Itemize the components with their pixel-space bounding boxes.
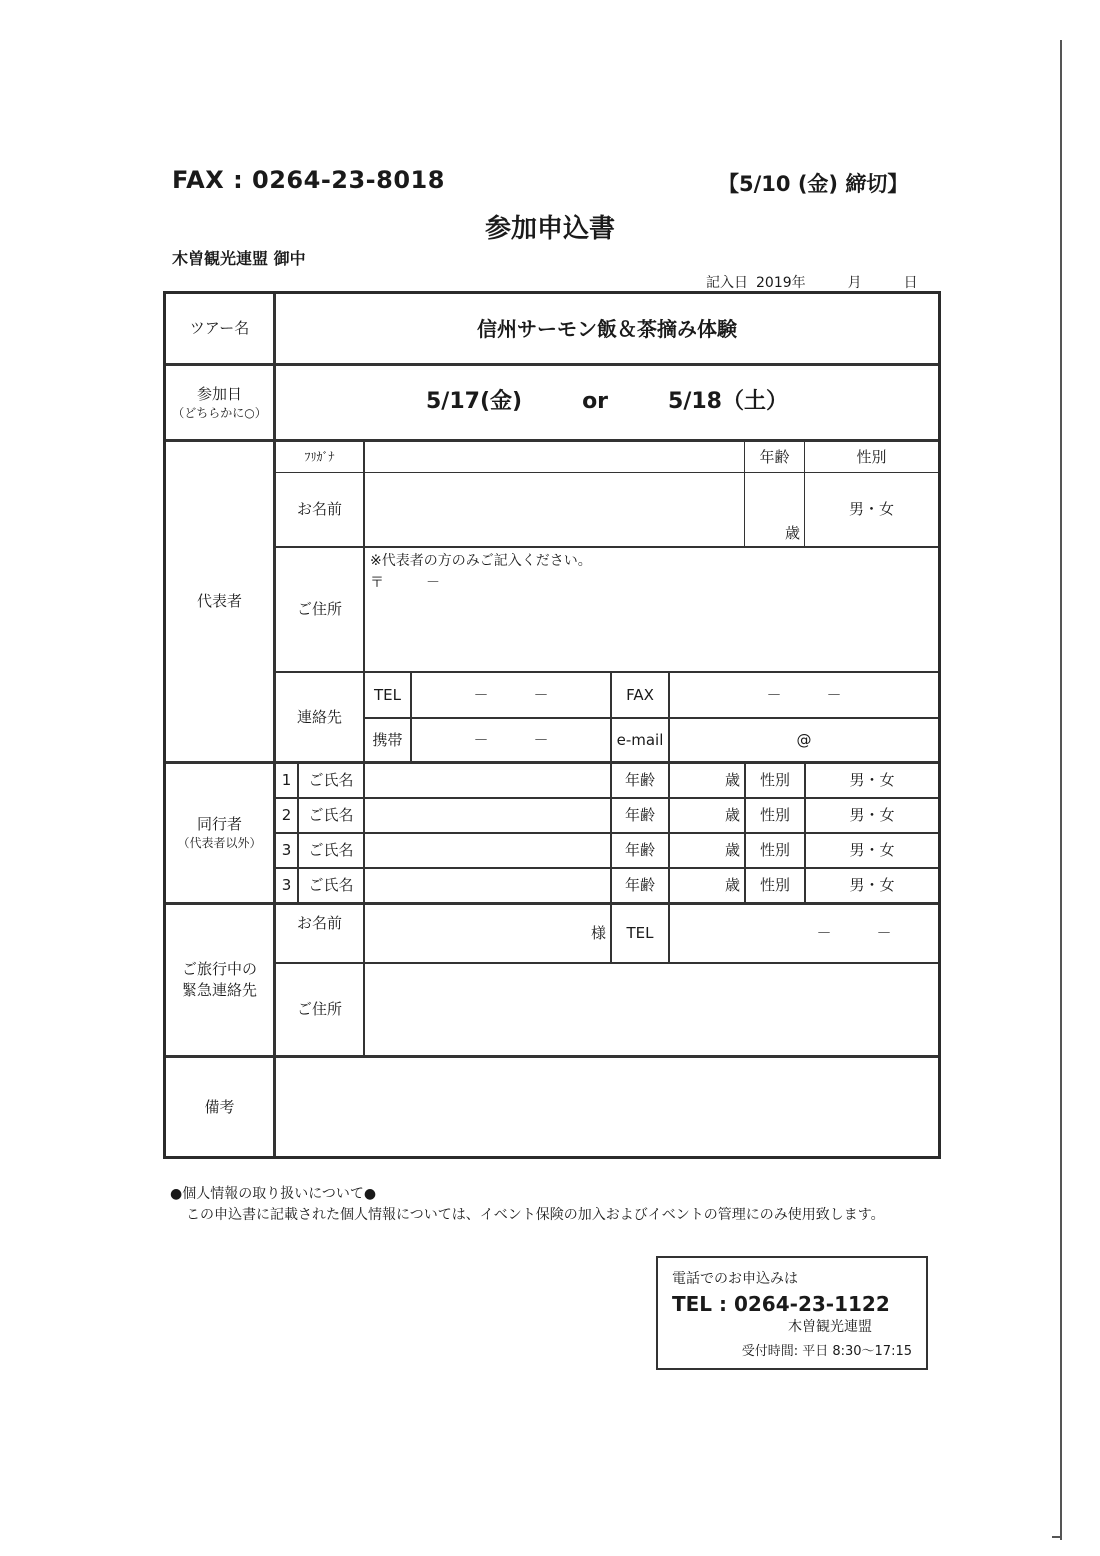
name-label: お名前	[296, 500, 342, 518]
companion-age-field[interactable]: 歳	[724, 771, 740, 789]
companion-gender-label: 性別	[759, 806, 790, 824]
date-option-2[interactable]: 5/18（土）	[668, 389, 788, 415]
date-label: 参加日	[196, 384, 242, 403]
companion-age-field[interactable]: 歳	[724, 806, 740, 824]
companion-name-field[interactable]	[365, 764, 610, 797]
emergency-label-2: 緊急連絡先	[181, 981, 257, 999]
date-option-1[interactable]: 5/17(金)	[425, 389, 523, 415]
tel-field[interactable]: － －	[473, 685, 549, 704]
companion-gender-field[interactable]: 男・女	[849, 806, 895, 824]
companions-label-cell	[166, 764, 273, 902]
emergency-name-label: お名前	[296, 914, 342, 932]
entry-date-month: 月	[847, 275, 862, 291]
emergency-label-cell	[166, 905, 273, 1055]
address-label: ご住所	[296, 600, 342, 618]
gender-header: 性別	[856, 447, 887, 466]
furigana-field[interactable]	[365, 442, 744, 472]
companion-number: 1	[281, 771, 292, 789]
companions-sublabel: （代表者以外）	[177, 836, 262, 851]
companion-gender-label: 性別	[759, 771, 790, 789]
phone-box-tel: TEL : 0264-23-1122	[672, 1292, 890, 1316]
deadline: 【5/10 (金) 締切】	[718, 172, 909, 196]
phone-box-intro: 電話でのお申込みは	[672, 1271, 798, 1287]
entry-date	[706, 272, 918, 292]
emergency-address-label: ご住所	[296, 1000, 342, 1018]
companion-name-label: ご氏名	[308, 841, 354, 859]
fax-number: FAX : 0264-23-8018	[172, 166, 445, 194]
entry-date-year: 2019年	[756, 275, 806, 291]
fax-field[interactable]: － －	[766, 685, 842, 704]
emergency-address-field[interactable]	[365, 964, 938, 1055]
companion-name-field[interactable]	[365, 869, 610, 902]
privacy-notice	[170, 1184, 885, 1226]
furigana-label: ﾌﾘｶﾞﾅ	[304, 449, 335, 464]
emergency-tel-field[interactable]: － －	[816, 924, 892, 942]
companion-row	[276, 764, 938, 797]
companion-gender-field[interactable]: 男・女	[849, 771, 895, 789]
companion-name-field[interactable]	[365, 799, 610, 832]
privacy-heading: ●個人情報の取り扱いについて●	[170, 1186, 377, 1202]
privacy-body: この申込書に記載された個人情報については、イベント保険の加入およびイベントの管理にのみ使用致します。	[186, 1207, 885, 1223]
companion-name-field[interactable]	[365, 834, 610, 867]
companions-rows	[276, 764, 938, 902]
postal-code: 〒 －	[370, 575, 440, 592]
phone-box-org: 木曽観光連盟	[788, 1319, 872, 1335]
date-sublabel: （どちらかに○）	[172, 405, 267, 420]
tour-name-value: 信州サーモン飯＆茶摘み体験	[477, 316, 737, 341]
entry-date-label: 記入日	[706, 275, 748, 291]
companion-row	[276, 869, 938, 902]
age-field[interactable]	[745, 473, 804, 546]
addressee: 木曽観光連盟 御中	[172, 249, 306, 268]
age-unit: 歳	[784, 524, 800, 542]
companion-age-field[interactable]: 歳	[724, 876, 740, 894]
companion-name-label: ご氏名	[308, 771, 354, 789]
row-divider	[276, 546, 938, 548]
companion-age-field[interactable]: 歳	[724, 841, 740, 859]
address-field[interactable]	[370, 550, 930, 668]
companion-age-label: 年齢	[624, 876, 655, 894]
tel-label: TEL	[374, 685, 401, 704]
remarks-label: 備考	[204, 1097, 235, 1116]
entry-date-day: 日	[903, 275, 918, 291]
emergency-name-field[interactable]	[365, 905, 610, 962]
companion-name-label: ご氏名	[308, 806, 354, 824]
companion-gender-label: 性別	[759, 876, 790, 894]
companion-number: 2	[281, 806, 292, 824]
date-label-cell	[166, 366, 273, 439]
emergency-honorific: 様	[590, 924, 606, 942]
mobile-field[interactable]: － －	[473, 730, 549, 749]
date-options	[276, 366, 938, 439]
companion-number: 3	[281, 841, 292, 859]
fax-label: FAX	[626, 685, 654, 704]
emergency-tel-label: TEL	[626, 924, 654, 942]
tour-name-label: ツアー名	[189, 319, 250, 337]
page-edge-tick	[1052, 1536, 1062, 1538]
age-header: 年齢	[759, 447, 790, 466]
companion-name-label: ご氏名	[308, 876, 354, 894]
phone-box-hours: 受付時間: 平日 8:30～17:15	[741, 1344, 912, 1359]
companion-row	[276, 799, 938, 832]
companion-gender-field[interactable]: 男・女	[849, 841, 895, 859]
page-title: 参加申込書	[484, 214, 615, 244]
companion-age-label: 年齢	[624, 806, 655, 824]
page-edge-line	[1060, 40, 1062, 1540]
application-form	[163, 291, 941, 1159]
name-field[interactable]	[365, 473, 744, 546]
address-note: ※代表者の方のみご記入ください。	[370, 553, 592, 569]
companions-label: 同行者	[196, 815, 242, 834]
companion-row	[276, 834, 938, 867]
companion-number: 3	[281, 876, 292, 894]
gender-field[interactable]: 男・女	[848, 500, 894, 518]
companion-gender-label: 性別	[759, 841, 790, 859]
date-or: or	[582, 389, 609, 415]
emergency-label-1: ご旅行中の	[181, 960, 257, 978]
remarks-field[interactable]	[276, 1058, 938, 1156]
representative-label: 代表者	[196, 592, 242, 610]
companion-age-label: 年齢	[624, 841, 655, 859]
companion-age-label: 年齢	[624, 771, 655, 789]
email-label: e-mail	[616, 730, 664, 749]
phone-application-box	[656, 1256, 928, 1370]
mobile-label: 携帯	[372, 730, 403, 749]
companion-gender-field[interactable]: 男・女	[849, 876, 895, 894]
email-field[interactable]: @	[796, 730, 812, 749]
contact-label: 連絡先	[296, 707, 342, 726]
